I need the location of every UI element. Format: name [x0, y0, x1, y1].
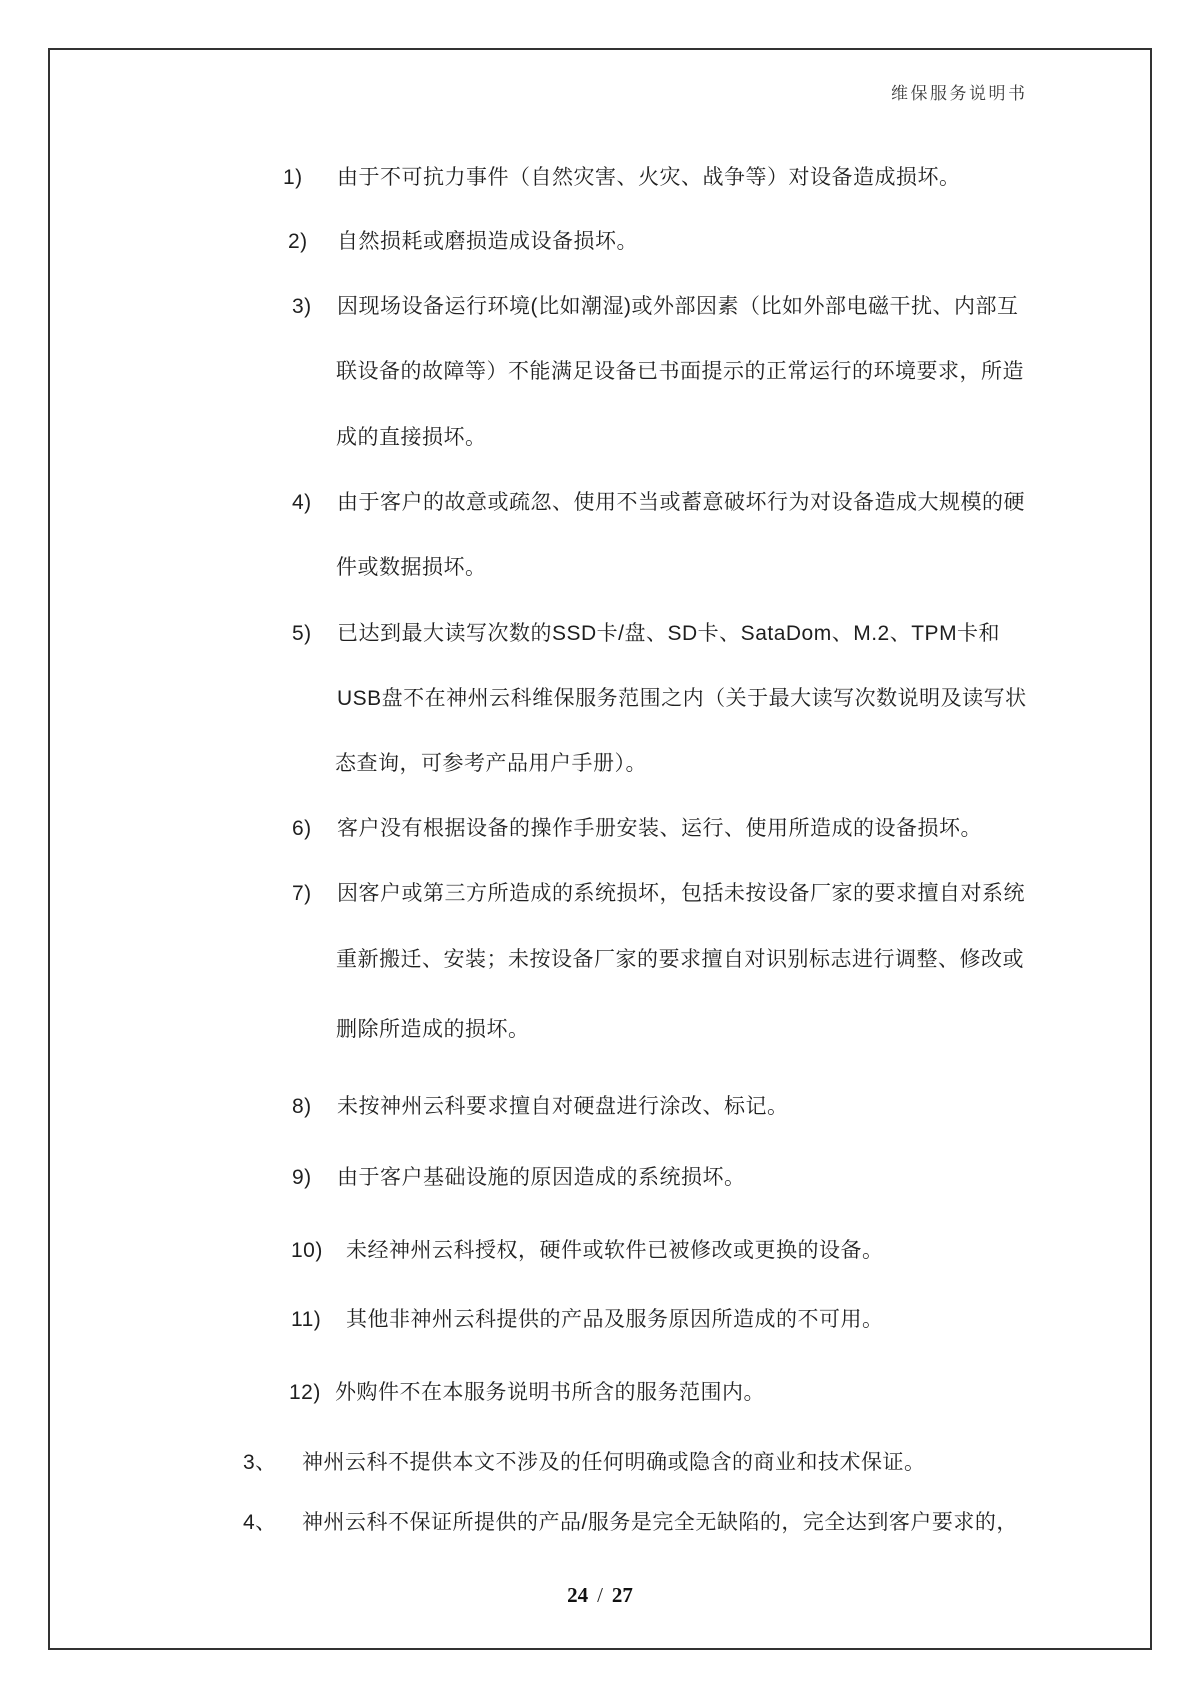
list-item-number: 5) [292, 622, 312, 645]
list-item-number: 10) [291, 1239, 323, 1262]
list-item-text: 删除所造成的损坏。 [336, 1018, 530, 1041]
list-item-number: 7) [292, 882, 312, 905]
page-number-separator: / [597, 1583, 603, 1607]
list-item-continuation [336, 928, 1024, 992]
list-item-number: 4) [292, 491, 312, 514]
list-item-text: 未经神州云科授权，硬件或软件已被修改或更换的设备。 [346, 1239, 884, 1262]
page-footer [49, 1578, 1151, 1612]
list-item-continuation [337, 667, 1027, 731]
list-item-continuation [336, 998, 530, 1062]
list-item-text: 由于客户基础设施的原因造成的系统损坏。 [337, 1166, 746, 1189]
list-item [243, 1431, 926, 1495]
list-item-number: 1) [283, 166, 303, 189]
list-item-text: USB盘不在神州云科维保服务范围之内（关于最大读写次数说明及读写状 [337, 687, 1027, 710]
list-item-continuation [336, 406, 487, 470]
list-item-continuation [336, 536, 487, 600]
list-item [291, 1219, 884, 1283]
list-item [292, 602, 1000, 666]
list-item-text: 由于客户的故意或疏忽、使用不当或蓄意破坏行为对设备造成大规模的硬 [337, 491, 1025, 514]
page-header-title: 维保服务说明书 [891, 84, 1028, 103]
list-item-number: 12) [289, 1381, 321, 1404]
list-item-text: 神州云科不提供本文不涉及的任何明确或隐含的商业和技术保证。 [302, 1451, 926, 1474]
list-item [292, 1146, 746, 1210]
list-item-text: 其他非神州云科提供的产品及服务原因所造成的不可用。 [346, 1308, 884, 1331]
list-item [288, 210, 638, 274]
list-item-text: 未按神州云科要求擅自对硬盘进行涂改、标记。 [337, 1095, 789, 1118]
list-item-number: 6) [292, 817, 312, 840]
list-item [292, 797, 982, 861]
list-item [243, 1491, 1018, 1555]
list-item-number: 3、 [243, 1451, 277, 1474]
list-item-text: 由于不可抗力事件（自然灾害、火灾、战争等）对设备造成损坏。 [337, 166, 961, 189]
list-item-number: 11) [291, 1308, 322, 1331]
list-item-text: 外购件不在本服务说明书所含的服务范围内。 [335, 1381, 765, 1404]
list-item-text: 自然损耗或磨损造成设备损坏。 [337, 230, 638, 253]
list-item-continuation [336, 340, 1024, 404]
list-item [292, 862, 1025, 926]
list-item [289, 1361, 765, 1425]
list-item-text: 已达到最大读写次数的SSD卡/盘、SD卡、SataDom、M.2、TPM卡和 [337, 622, 1001, 645]
list-item-number: 3) [292, 295, 312, 318]
list-item-text: 重新搬迁、安装；未按设备厂家的要求擅自对识别标志进行调整、修改或 [336, 948, 1024, 971]
list-item [291, 1288, 884, 1352]
list-item-text: 成的直接损坏。 [336, 426, 487, 449]
list-item-text: 客户没有根据设备的操作手册安装、运行、使用所造成的设备损坏。 [337, 817, 982, 840]
list-item [292, 1075, 789, 1139]
list-item-text: 件或数据损坏。 [336, 556, 487, 579]
list-item [292, 471, 1025, 535]
list-item-number: 9) [292, 1166, 312, 1189]
list-item-text: 联设备的故障等）不能满足设备已书面提示的正常运行的环境要求，所造 [336, 360, 1024, 383]
list-item-number: 8) [292, 1095, 312, 1118]
list-item-continuation [335, 732, 647, 796]
list-item-text: 神州云科不保证所提供的产品/服务是完全无缺陷的，完全达到客户要求的， [302, 1511, 1018, 1534]
page-number-current: 24 [567, 1583, 589, 1607]
page-number-total: 27 [611, 1583, 633, 1607]
list-item [292, 275, 1018, 339]
list-item-text: 因现场设备运行环境(比如潮湿)或外部因素（比如外部电磁干扰、内部互 [337, 295, 1019, 318]
list-item-number: 4、 [243, 1511, 277, 1534]
list-item-text: 因客户或第三方所造成的系统损坏，包括未按设备厂家的要求擅自对系统 [337, 882, 1025, 905]
list-item [283, 146, 961, 210]
list-item-number: 2) [288, 230, 308, 253]
list-item-text: 态查询，可参考产品用户手册）。 [335, 752, 647, 775]
